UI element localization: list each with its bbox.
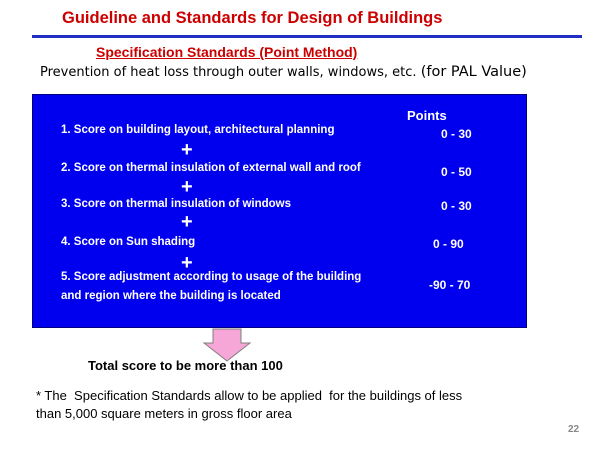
title-underline-rule: [32, 35, 582, 38]
applicability-note-line-2: than 5,000 square meters in gross floor area: [36, 406, 292, 421]
page-number: 22: [568, 424, 580, 435]
score-item-5-points: -90 - 70: [429, 278, 471, 292]
total-score-requirement: Total score to be more than 100: [88, 358, 283, 373]
score-panel: [32, 94, 527, 328]
plus-sign-4: +: [181, 252, 193, 274]
purpose-suffix: (for PAL Value): [420, 64, 527, 80]
score-item-3-points: 0 - 30: [441, 199, 472, 213]
plus-sign-2: +: [181, 176, 193, 198]
applicability-note: [36, 387, 546, 423]
plus-sign-1: +: [181, 139, 193, 161]
score-item-2: 2. Score on thermal insulation of external wall and roof: [61, 162, 361, 174]
purpose-line: [40, 64, 527, 80]
applicability-note-line-1: * The Specification Standards allow to be applied for the buildings of less: [36, 388, 463, 403]
score-item-5-line-2: and region where the building is located: [61, 290, 281, 302]
plus-sign-3: +: [181, 211, 193, 233]
score-item-4: 4. Score on Sun shading: [61, 236, 196, 248]
slide-subtitle: Specification Standards (Point Method): [96, 44, 358, 60]
score-item-1: 1. Score on building layout, architectural planning: [61, 124, 335, 136]
score-item-4-points: 0 - 90: [433, 237, 464, 251]
down-arrow-icon: [202, 328, 252, 362]
score-item-2-points: 0 - 50: [441, 165, 472, 179]
purpose-text: Prevention of heat loss through outer walls, windows, etc.: [40, 65, 417, 80]
slide-title: Guideline and Standards for Design of Buildings: [62, 9, 443, 27]
score-item-3: 3. Score on thermal insulation of windows: [61, 198, 292, 210]
score-item-1-points: 0 - 30: [441, 127, 472, 141]
points-column-header: Points: [407, 108, 447, 123]
score-item-5-line-1: 5. Score adjustment according to usage of the building: [61, 271, 362, 283]
